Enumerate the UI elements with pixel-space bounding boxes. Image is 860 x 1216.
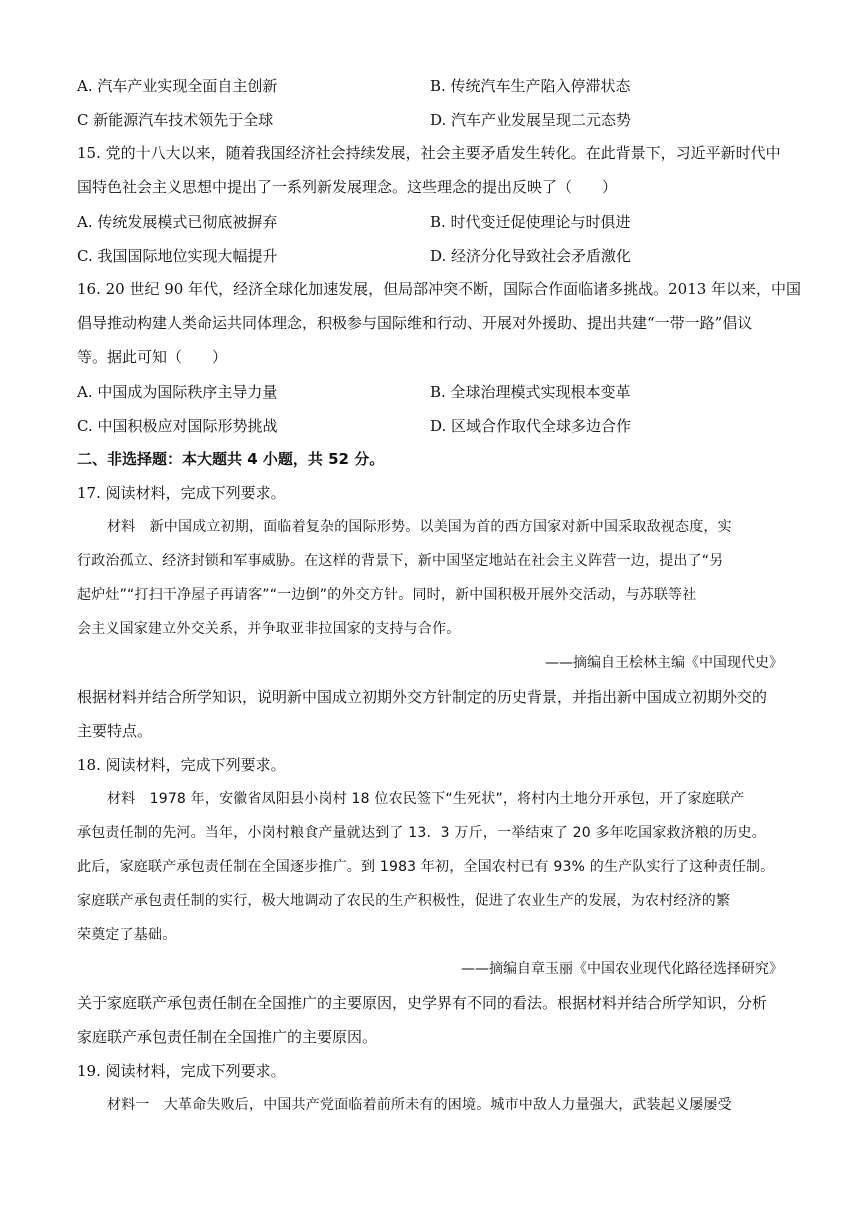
- q16-option-a: A. 中国成为国际秩序主导力量: [77, 382, 278, 401]
- q18-material-line-3: 此后，家庭联产承包责任制在全国逐步推广。到 1983 年初，全国农村已有 93% 的生产队实行了这种责任制。: [77, 859, 775, 875]
- q17-material-line-4: 会主义国家建立外交关系，并争取亚非拉国家的支持与合作。: [77, 621, 461, 637]
- q15-options-row-1: [77, 204, 783, 238]
- q17-question-line-1: 根据材料并结合所学知识，说明新中国成立初期外交方针制定的历史背景，并指出新中国成立初期外交的: [77, 688, 768, 706]
- q18-source: ——摘编自章玉丽《中国农业现代化路径选择研究》: [461, 961, 783, 977]
- q18-material: [77, 782, 783, 952]
- q19-stem: 19. 阅读材料，完成下列要求。: [77, 1062, 286, 1080]
- q15-stem-line-1: 15. 党的十八大以来，随着我国经济社会持续发展，社会主要矛盾发生转化。在此背景下，习近平新时代中: [77, 144, 781, 162]
- q17-source: ——摘编自王桧林主编《中国现代史》: [545, 655, 783, 671]
- q18-material-line-1: 材料 1978 年，安徽省凤阳县小岗村 18 位农民签下“生死状”，将村内土地分开承包，开了家庭联产: [107, 791, 745, 807]
- q17-stem: 17. 阅读材料，完成下列要求。: [77, 484, 286, 502]
- q14-option-a: A. 汽车产业实现全面自主创新: [77, 76, 278, 95]
- q17-material-line-3: 起炉灶”“打扫干净屋子再请客”“一边倒”的外交方针。同时，新中国积极开展外交活动，与苏联等社: [77, 587, 697, 603]
- q15-option-a: A. 传统发展模式已彻底被摒弃: [77, 212, 278, 231]
- q19-material: [77, 1088, 783, 1122]
- q15-option-c: C. 我国国际地位实现大幅提升: [77, 246, 278, 265]
- q15-stem-line-2: 国特色社会主义思想中提出了一系列新发展理念。这些理念的提出反映了（ ）: [77, 178, 618, 196]
- q16-options-row-2: [77, 408, 783, 442]
- q16-option-b: B. 全球治理模式实现根本变革: [430, 382, 631, 401]
- q15-option-d: D. 经济分化导致社会矛盾激化: [430, 246, 632, 265]
- q14-option-c: C 新能源汽车技术领先于全球: [77, 110, 274, 129]
- q14-options-row-2: [77, 102, 783, 136]
- q16-option-d: D. 区域合作取代全球多边合作: [430, 416, 632, 435]
- q16-options-row-1: [77, 374, 783, 408]
- q17-material: [77, 510, 783, 646]
- q15-option-b: B. 时代变迁促使理论与时俱进: [430, 212, 631, 231]
- q14-option-d: D. 汽车产业发展呈现二元态势: [430, 110, 632, 129]
- q16-stem-line-3: 等。据此可知（ ）: [77, 348, 228, 366]
- q14-option-b: B. 传统汽车生产陷入停滞状态: [430, 76, 631, 95]
- q18-question-line-1: 关于家庭联产承包责任制在全国推广的主要原因，史学界有不同的看法。根据材料并结合所学知识，分析: [77, 994, 768, 1012]
- q18-material-line-2: 承包责任制的先河。当年，小岗村粮食产量就达到了 13．3 万斤，一举结束了 20 多年吃国家救济粮的历史。: [77, 825, 766, 841]
- q18-question-line-2: 家庭联产承包责任制在全国推广的主要原因。: [77, 1028, 378, 1046]
- q19-material-line-1: 材料一 大革命失败后，中国共产党面临着前所未有的困境。城市中敌人力量强大，武装起义屡屡受: [107, 1097, 732, 1113]
- q16-stem-line-1: 16. 20 世纪 90 年代，经济全球化加速发展，但局部冲突不断，国际合作面临诸多挑战。2013 年以来，中国: [77, 280, 802, 298]
- q18-material-line-4: 家庭联产承包责任制的实行，极大地调动了农民的生产积极性，促进了农业生产的发展，为农村经济的繁: [77, 893, 731, 909]
- section-2-heading: 二、非选择题：本大题共 4 小题，共 52 分。: [77, 450, 385, 468]
- q16-option-c: C. 中国积极应对国际形势挑战: [77, 416, 278, 435]
- q18-stem: 18. 阅读材料，完成下列要求。: [77, 756, 286, 774]
- q17-material-line-2: 行政治孤立、经济封锁和军事威胁。在这样的背景下，新中国坚定地站在社会主义阵营一边，提出了“另: [77, 553, 724, 569]
- exam-page: [77, 68, 802, 1122]
- q17-material-line-1: 材料 新中国成立初期，面临着复杂的国际形势。以美国为首的西方国家对新中国采取敌视态度，实: [107, 519, 732, 535]
- q14-options-row-1: [77, 68, 783, 102]
- q16-stem-line-2: 倡导推动构建人类命运共同体理念，积极参与国际维和行动、开展对外援助、提出共建“一带一路”倡议: [77, 314, 753, 332]
- q18-material-line-5: 荣奠定了基础。: [77, 927, 177, 943]
- q17-question-line-2: 主要特点。: [77, 722, 153, 740]
- q15-options-row-2: [77, 238, 783, 272]
